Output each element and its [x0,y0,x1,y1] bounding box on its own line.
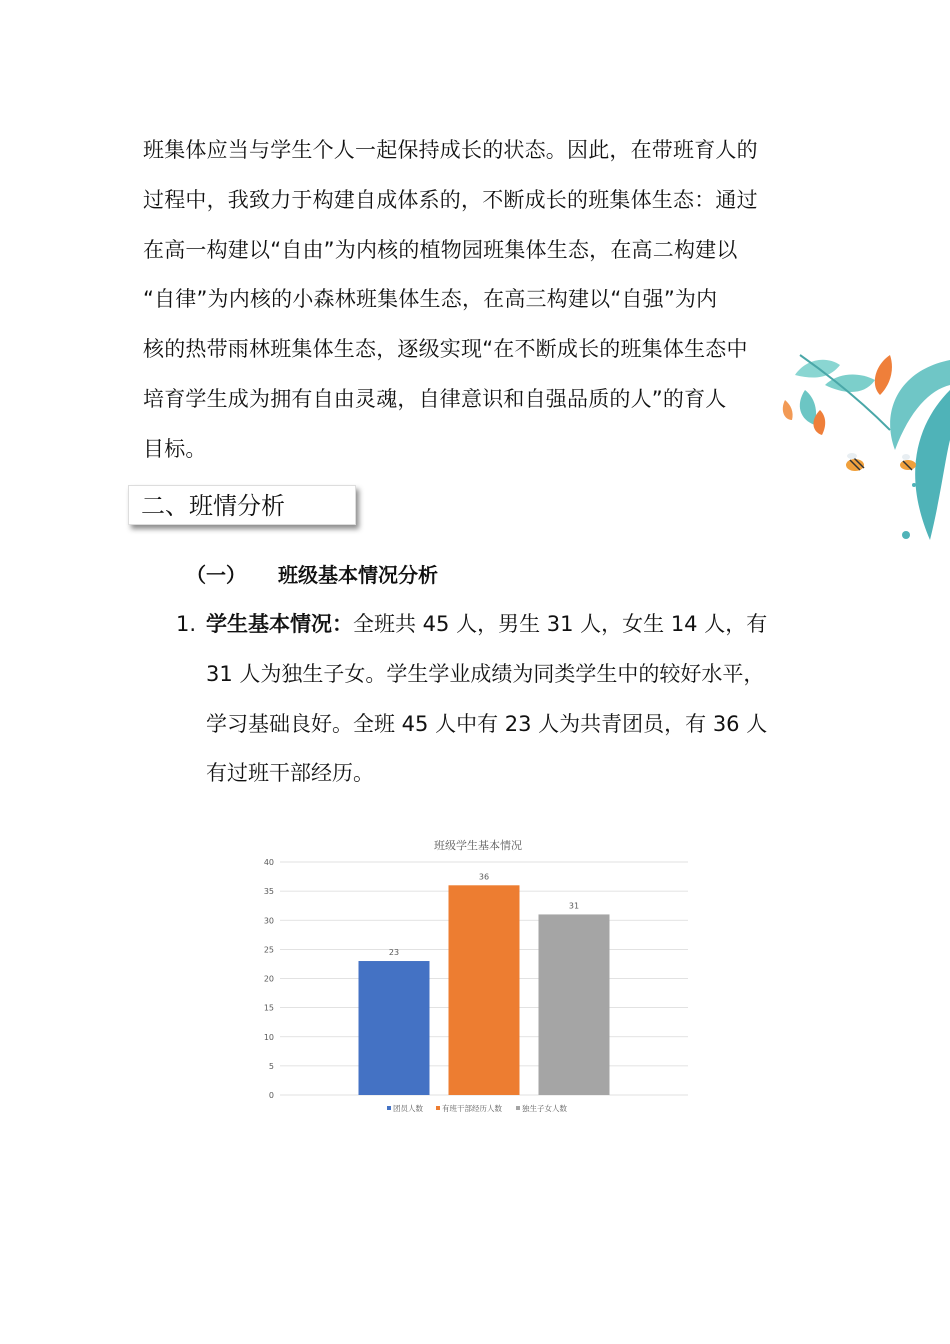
bar-1 [359,961,430,1095]
chart-title: 班级学生基本情况 [434,839,522,852]
y-tick-label: 40 [263,858,274,867]
bar-chart [250,830,700,1120]
data-label: 23 [388,948,400,958]
y-tick-label: 5 [268,1061,274,1071]
list-item-line: 学习基础良好。全班 45 人中有 23 人为共青团员，有 36 人 [206,711,768,736]
section-title: 二、班情分析 [141,492,285,520]
y-tick-label: 35 [263,887,274,897]
intro-line: 培育学生成为拥有自由灵魂，自律意识和自强品质的人”的育人 [143,386,727,411]
legend-swatch [516,1106,520,1110]
legend-swatch [436,1106,440,1110]
y-tick-label: 10 [263,1032,274,1042]
y-tick-label: 20 [263,974,274,984]
intro-line: 目标。 [143,436,207,461]
section-heading-box [128,485,356,525]
y-tick-label: 25 [263,945,274,955]
bar-2 [449,885,520,1095]
intro-line: “自律”为内核的小森林班集体生态，在高三构建以“自强”为内 [143,287,718,312]
bar-3 [539,914,610,1095]
list-item-line: 31 人为独生子女。学生学业成绩为同类学生中的较好水平， [206,661,765,686]
data-label: 31 [568,901,580,911]
intro-line: 班集体应当与学生个人一起保持成长的状态。因此，在带班育人的 [143,138,758,162]
y-tick-label: 15 [263,1003,274,1013]
subsection-title: 班级基本情况分析 [278,563,438,587]
legend-entry: 有班干部经历人数 [442,1104,502,1113]
legend-swatch [387,1106,391,1110]
subsection-heading [186,559,438,588]
intro-line: 核的热带雨林班集体生态，逐级实现“在不断成长的班集体生态中 [143,337,748,362]
legend-entry: 独生子女人数 [522,1104,567,1113]
leaf-decoration-illustration [780,350,950,550]
list-item-line: 全班共 45 人，男生 31 人，女生 14 人，有 [353,612,768,636]
list-marker: 1. [176,612,197,636]
y-tick-label: 30 [263,916,274,926]
intro-line: 过程中，我致力于构建自成体系的，不断成长的班集体生态：通过 [143,187,758,212]
y-tick-label: 0 [268,1091,274,1100]
data-label: 36 [478,872,490,882]
intro-paragraph [143,126,813,475]
intro-line: 在高一构建以“自由”为内核的植物园班集体生态，在高二构建以 [143,237,738,262]
legend-entry: 团员人数 [393,1104,423,1113]
subsection-number: （一） [186,563,246,587]
list-item-label: 学生基本情况： [206,612,353,636]
list-item-line: 有过班干部经历。 [206,761,374,786]
